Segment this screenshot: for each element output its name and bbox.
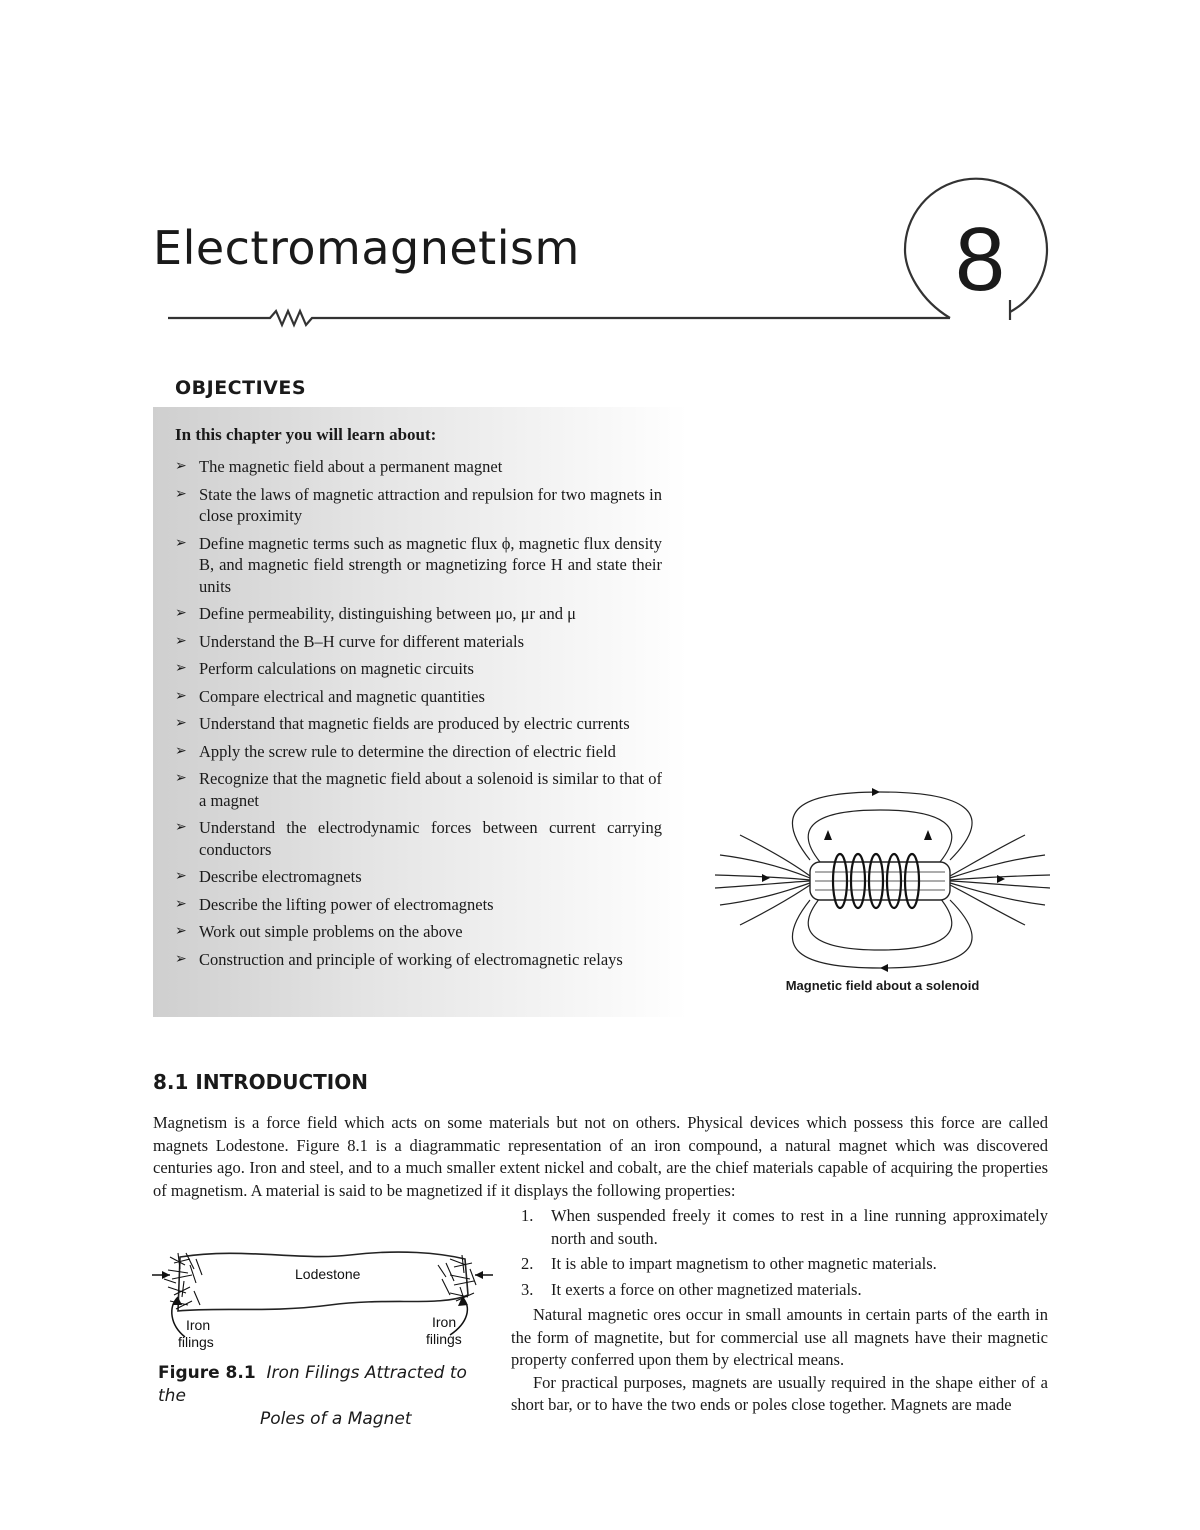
objective-item [175, 741, 662, 763]
arrow-bullet-icon: ➢ [175, 924, 187, 939]
objective-item [175, 894, 662, 916]
right-iron-label: Iron [432, 1314, 457, 1330]
objective-text: Construction and principle of working of electromagnetic relays [199, 949, 623, 969]
property-item [511, 1205, 1048, 1250]
objective-text: Understand the electrodynamic forces between current carrying conductors [199, 818, 662, 859]
property-number: 1. [521, 1206, 534, 1225]
solenoid-field-illustration [710, 780, 1055, 980]
chapter-title: Electromagnetism [153, 221, 580, 275]
arrow-bullet-icon: ➢ [175, 606, 187, 621]
arrow-bullet-icon: ➢ [175, 820, 187, 835]
header-rule-decoration [0, 0, 1200, 340]
objective-text: Compare electrical and magnetic quantities [199, 686, 485, 706]
right-column-text [511, 1205, 1048, 1417]
arrow-bullet-icon: ➢ [175, 869, 187, 884]
arrow-bullet-icon: ➢ [175, 771, 187, 786]
arrow-bullet-icon: ➢ [175, 716, 187, 731]
arrow-bullet-icon: ➢ [175, 535, 187, 551]
objective-text: Describe the lifting power of electromagnets [199, 894, 494, 914]
property-item [511, 1253, 1048, 1276]
arrow-bullet-icon: ➢ [175, 486, 187, 502]
arrow-bullet-icon: ➢ [175, 688, 187, 704]
chapter-number: 8 [954, 210, 1006, 310]
paragraph-practical-purposes: For practical purposes, magnets are usually required in the shape either of a short bar, or to have the two ends or poles close together. Magnets are made [511, 1372, 1048, 1414]
objective-text: State the laws of magnetic attraction and repulsion for two magnets in close proximity [199, 484, 662, 525]
figure-caption-text-1: Iron Filings Attracted to the [158, 1363, 467, 1406]
arrow-bullet-icon: ➢ [175, 743, 187, 759]
objective-item [175, 713, 662, 735]
objectives-heading: OBJECTIVES [175, 377, 307, 399]
property-number: 2. [521, 1254, 534, 1273]
arrow-bullet-icon: ➢ [175, 896, 187, 912]
intro-paragraph: Magnetism is a force field which acts on some materials but not on others. Physical devices which possess this force are called magnets Lodestone. Figure 8.1 is a diagrammatic representation of an iron compound, a natural magnet which was discovered centuries ago. Iron and steel, and to a much smaller extent nickel and cobalt, are the chief materials capable of acquiring the properties of magnetism. A material is said to be magnetized if it displays the following properties: [153, 1113, 1048, 1200]
objective-item [175, 866, 662, 888]
property-number: 3. [521, 1279, 534, 1299]
objective-item [175, 603, 662, 625]
arrow-bullet-icon: ➢ [175, 951, 187, 967]
lodestone-illustration [150, 1235, 495, 1355]
objective-text: Define permeability, distinguishing between μo, μr and μ [199, 604, 576, 623]
objective-item [175, 921, 662, 943]
section-heading-introduction: 8.1 INTRODUCTION [153, 1070, 368, 1094]
property-list [511, 1205, 1048, 1301]
arrow-bullet-icon: ➢ [175, 459, 187, 474]
objective-text: Work out simple problems on the above [199, 922, 463, 941]
property-text: It exerts a force on other magnetized materials. [551, 1279, 862, 1299]
objective-text: The magnetic field about a permanent magnet [199, 457, 503, 476]
objective-item [175, 533, 662, 598]
left-filings-label: filings [178, 1334, 214, 1350]
lodestone-label: Lodestone [295, 1266, 361, 1282]
arrow-bullet-icon: ➢ [175, 633, 187, 649]
figure-caption-text-2: Poles of a Magnet [260, 1409, 412, 1429]
objective-item [175, 768, 662, 811]
objective-item [175, 949, 662, 971]
objective-text: Apply the screw rule to determine the direction of electric field [199, 741, 616, 761]
objective-item [175, 686, 662, 708]
objective-text: Describe electromagnets [199, 867, 362, 886]
right-filings-label: filings [426, 1331, 462, 1347]
left-iron-label: Iron [186, 1317, 211, 1333]
objective-item [175, 484, 662, 527]
objective-text: Recognize that the magnetic field about a solenoid is similar to that of a magnet [199, 769, 662, 810]
objective-item [175, 658, 662, 680]
figure-caption-label: Figure 8.1 [158, 1363, 256, 1383]
paragraph-magnetic-ores: Natural magnetic ores occur in small amounts in certain parts of the earth in the form of magnetite, but for commercial use all magnets have their magnetic property conferred upon them by electrical means. [511, 1305, 1048, 1369]
figure-caption [158, 1362, 488, 1431]
objective-text: Perform calculations on magnetic circuits [199, 659, 474, 678]
objective-item [175, 817, 662, 860]
arrow-bullet-icon: ➢ [175, 661, 187, 676]
objective-text: Understand that magnetic fields are produced by electric currents [199, 714, 630, 733]
objectives-intro: In this chapter you will learn about: [175, 425, 437, 444]
objective-text: Define magnetic terms such as magnetic flux ϕ, magnetic flux density B, and magnetic field strength or magnetizing force H and state their units [199, 533, 662, 596]
property-text: When suspended freely it comes to rest in a line running approximately north and south. [551, 1206, 1048, 1248]
property-item [511, 1279, 1048, 1302]
objective-text: Understand the B–H curve for different materials [199, 631, 524, 651]
objective-item [175, 456, 662, 478]
objectives-list [175, 456, 662, 976]
solenoid-caption: Magnetic field about a solenoid [785, 978, 980, 993]
property-text: It is able to impart magnetism to other magnetic materials. [551, 1254, 937, 1273]
objective-item [175, 631, 662, 653]
